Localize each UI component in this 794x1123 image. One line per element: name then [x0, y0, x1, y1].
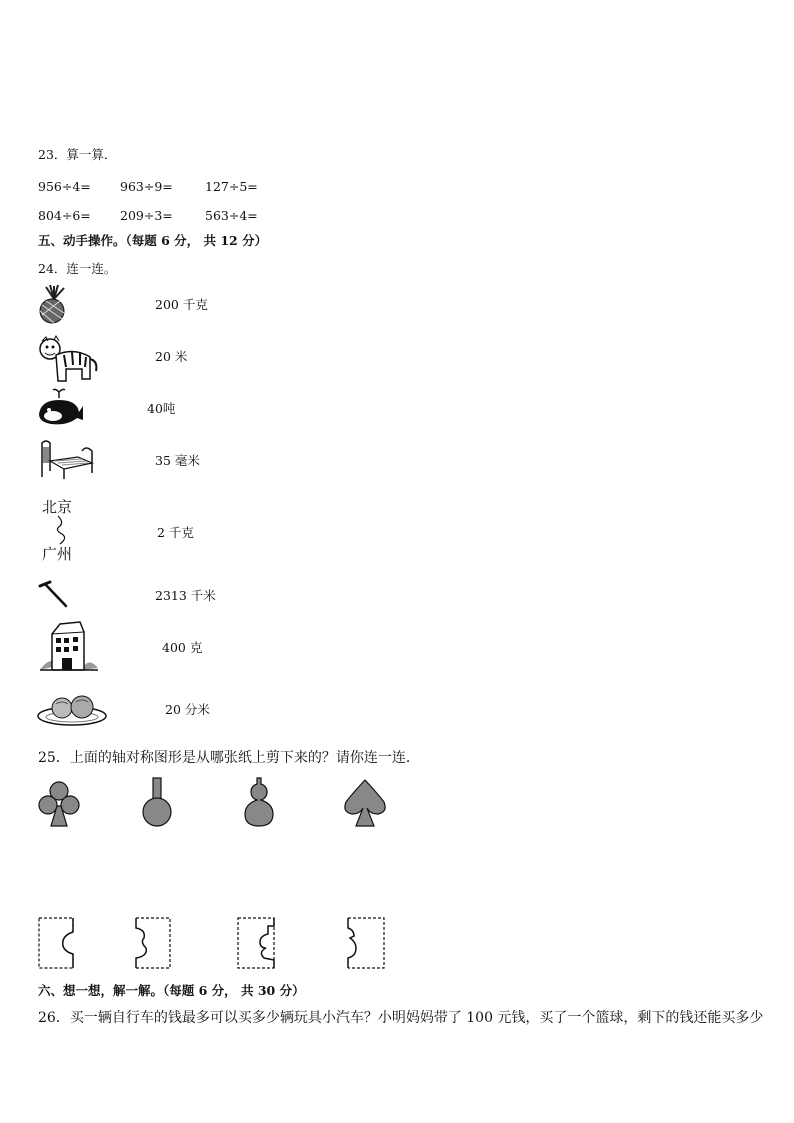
- q23-expr-4: 804÷6=: [38, 208, 91, 223]
- q23-expr-5: 209÷3=: [120, 208, 173, 223]
- folded-paper-b-icon[interactable]: [132, 914, 174, 970]
- club-shape-icon: [37, 780, 81, 828]
- q23-title: 23．算一算．: [38, 147, 117, 162]
- whale-icon: [37, 388, 85, 428]
- gourd-shape-icon: [243, 778, 275, 828]
- q24-label-2: 20 米: [155, 349, 188, 364]
- q24-label-8: 20 分米: [165, 702, 210, 717]
- q25-title: 25．上面的轴对称图形是从哪张纸上剪下来的？请你连一连．: [38, 750, 420, 766]
- map-city-guangzhou: 广州: [42, 545, 73, 563]
- section-6-heading: 六、想一想，解一解。（每题 6 分， 共 30 分）: [38, 983, 305, 998]
- spade-shape-icon: [342, 778, 388, 828]
- fruit-plate-icon: [36, 690, 112, 728]
- q24-label-6: 2313 千米: [155, 588, 216, 603]
- ring-stick-shape-icon: [140, 778, 176, 828]
- q23-expr-3: 127÷5=: [205, 179, 258, 194]
- q24-label-4: 35 毫米: [155, 453, 200, 468]
- q24-label-3: 40吨: [147, 401, 176, 416]
- nail-icon: [38, 580, 70, 610]
- q23-expr-2: 963÷9=: [120, 179, 173, 194]
- tiger-icon: [38, 335, 100, 385]
- q24-title: 24．连一连。: [38, 261, 117, 276]
- folded-paper-d-icon[interactable]: [344, 914, 388, 970]
- bed-icon: [38, 437, 94, 481]
- folded-paper-c-icon[interactable]: [236, 914, 278, 970]
- map-city-beijing: 北京: [42, 498, 73, 516]
- q23-expr-6: 563÷4=: [205, 208, 258, 223]
- q23-expr-1: 956÷4=: [38, 179, 91, 194]
- building-icon: [38, 616, 100, 672]
- section-5-heading: 五、动手操作。（每题 6 分， 共 12 分）: [38, 233, 268, 248]
- q24-label-7: 400 克: [162, 640, 203, 655]
- folded-paper-a-icon[interactable]: [37, 914, 77, 970]
- pineapple-icon: [36, 285, 72, 325]
- q26-text: 26．买一辆自行车的钱最多可以买多少辆玩具小汽车？小明妈妈带了 100 元钱，买了一个篮球，剩下的钱还能买多少: [38, 1010, 764, 1026]
- route-map-icon: [40, 496, 82, 568]
- q24-label-5: 2 千克: [157, 525, 194, 540]
- q24-label-1: 200 千克: [155, 297, 208, 312]
